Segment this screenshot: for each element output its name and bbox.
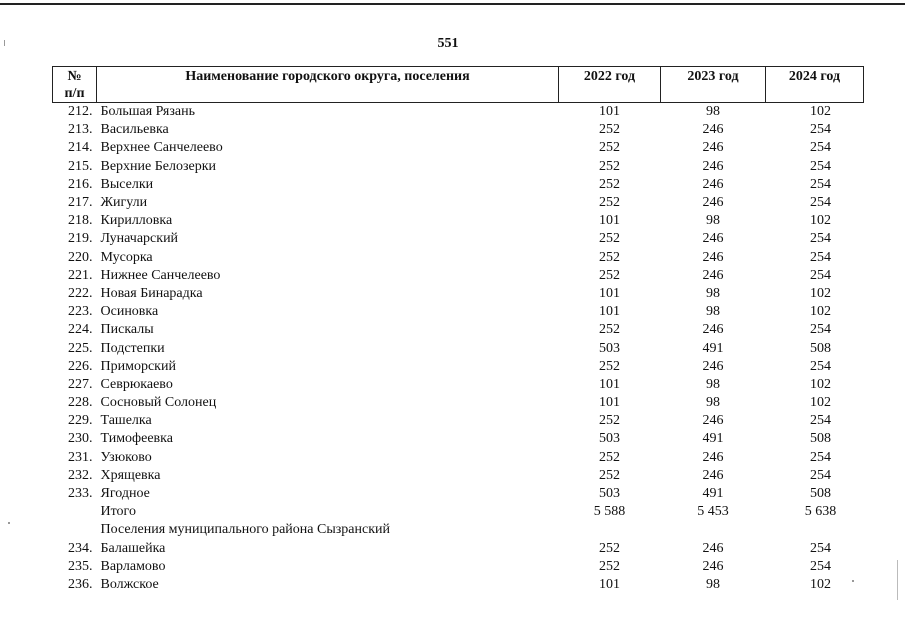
scan-speck [4, 40, 5, 46]
row-number-cell: 231. [68, 449, 93, 465]
table-row [53, 449, 864, 467]
table-row [53, 303, 864, 321]
settlement-name-cell: Ягодное [100, 486, 150, 502]
value-2022-cell: 252 [599, 122, 620, 138]
value-2023-cell: 98 [706, 576, 720, 592]
settlement-name-cell: Кирилловка [100, 213, 173, 229]
table-row [53, 358, 864, 376]
value-2022-cell: 101 [599, 395, 620, 411]
value-2024-cell: 254 [810, 413, 831, 429]
value-2023-cell: 98 [706, 376, 720, 392]
value-2023-cell: 246 [702, 122, 724, 138]
value-2022-cell: 252 [599, 249, 620, 265]
value-2023-cell: 246 [702, 540, 724, 556]
settlement-name-cell: Нижнее Санчелеево [100, 267, 221, 283]
value-2022-cell: 503 [599, 431, 620, 447]
settlement-name-cell: Сосновый Солонец [100, 395, 217, 411]
table-body [53, 103, 864, 595]
table-row [53, 230, 864, 248]
value-2023-cell: 246 [702, 322, 724, 338]
settlement-name-cell: Васильевка [100, 122, 169, 138]
settlement-name-cell: Итого [100, 504, 136, 520]
settlement-name-cell: Севрюкаево [100, 376, 173, 392]
row-number-cell: 214. [68, 140, 93, 156]
value-2022-cell: 101 [599, 285, 620, 301]
value-2023-cell: 246 [702, 358, 724, 374]
table-row [53, 121, 864, 139]
page-top-rule [0, 3, 905, 5]
settlement-name-cell: Узюково [100, 449, 152, 465]
value-2022-cell: 252 [599, 540, 620, 556]
table-row [53, 267, 864, 285]
row-number-cell [53, 521, 97, 539]
value-2023-cell: 246 [702, 249, 724, 265]
row-number-cell: 213. [68, 122, 93, 138]
table-row [53, 394, 864, 412]
value-2023-cell: 98 [706, 285, 720, 301]
value-2023-cell: 246 [702, 231, 724, 247]
value-2022-cell: 101 [599, 304, 620, 320]
row-number-cell: 221. [68, 267, 93, 283]
header-year-2022: 2022 год [559, 67, 661, 103]
settlement-name-cell: Выселки [100, 176, 154, 192]
value-2024-cell: 254 [810, 558, 831, 574]
value-2024-cell: 5 638 [804, 504, 837, 520]
row-number-cell: 219. [68, 231, 93, 247]
value-2024-cell: 254 [810, 195, 831, 211]
row-number-cell: 236. [68, 576, 93, 592]
value-2024-cell: 102 [810, 285, 831, 301]
value-2023-cell: 98 [706, 213, 720, 229]
settlement-name-cell: Подстепки [100, 340, 165, 356]
scan-speck [897, 560, 898, 600]
page-number: 551 [437, 36, 459, 51]
table-row [53, 139, 864, 157]
value-2023-cell: 491 [702, 431, 724, 447]
table-row [53, 212, 864, 230]
row-number-cell [53, 503, 97, 521]
scan-speck [852, 580, 854, 582]
table-row [53, 158, 864, 176]
value-2022-cell: 252 [599, 413, 620, 429]
value-2022-cell: 252 [599, 195, 620, 211]
allocation-table [52, 66, 864, 594]
row-number-cell: 220. [68, 249, 93, 265]
value-2023-cell: 246 [702, 267, 724, 283]
value-2022-cell: 252 [599, 358, 620, 374]
table-row [53, 249, 864, 267]
value-2023-cell: 246 [702, 558, 724, 574]
value-2023-cell: 491 [702, 340, 724, 356]
value-2024-cell: 102 [810, 104, 831, 120]
table-row [53, 485, 864, 503]
value-2024-cell: 254 [810, 249, 831, 265]
value-2024-cell: 254 [810, 176, 831, 192]
table-row [53, 430, 864, 448]
header-year-2024: 2024 год [766, 67, 864, 103]
row-number-cell: 212. [68, 104, 93, 120]
value-2024-cell: 254 [810, 322, 831, 338]
table-header-row [53, 67, 864, 103]
table-row [53, 285, 864, 303]
row-number-cell: 234. [68, 540, 93, 556]
table-row [53, 339, 864, 357]
value-2023-cell: 491 [702, 486, 724, 502]
table-row [53, 321, 864, 339]
value-2024-cell: 254 [810, 140, 831, 156]
value-2024-cell: 254 [810, 122, 831, 138]
value-2023-cell: 246 [702, 467, 724, 483]
settlement-name-cell: Варламово [100, 558, 166, 574]
value-2023-cell: 246 [702, 176, 724, 192]
table-row [53, 576, 864, 594]
value-2023-cell: 246 [702, 195, 724, 211]
value-2023-cell: 98 [706, 104, 720, 120]
value-2022-cell [559, 521, 661, 539]
scan-speck [8, 522, 10, 524]
value-2024-cell: 254 [810, 358, 831, 374]
row-number-cell: 233. [68, 486, 93, 502]
value-2022-cell: 101 [599, 576, 620, 592]
value-2022-cell: 101 [599, 213, 620, 229]
table-row [53, 176, 864, 194]
value-2022-cell: 252 [599, 176, 620, 192]
value-2024-cell: 254 [810, 158, 831, 174]
value-2023-cell: 246 [702, 413, 724, 429]
table-row [53, 558, 864, 576]
value-2022-cell: 101 [599, 376, 620, 392]
settlement-name-cell: Приморский [100, 358, 176, 374]
value-2023-cell: 5 453 [697, 504, 729, 520]
row-number-cell: 223. [68, 304, 93, 320]
table-row [53, 412, 864, 430]
value-2024-cell: 254 [810, 467, 831, 483]
settlement-name-cell: Верхнее Санчелеево [100, 140, 223, 156]
header-name: Наименование городского округа, поселения [97, 67, 559, 103]
row-number-cell: 232. [68, 467, 93, 483]
value-2023-cell [661, 521, 766, 539]
row-number-cell: 222. [68, 285, 93, 301]
value-2023-cell: 98 [706, 395, 720, 411]
value-2022-cell: 252 [599, 322, 620, 338]
value-2022-cell: 503 [599, 486, 620, 502]
value-2024-cell: 102 [810, 213, 831, 229]
row-number-cell: 235. [68, 558, 93, 574]
header-number-sign: № [67, 69, 82, 84]
value-2024-cell: 102 [810, 376, 831, 392]
header-number [53, 67, 97, 103]
settlement-name-cell: Мусорка [100, 249, 153, 265]
value-2024-cell: 254 [810, 267, 831, 283]
value-2024-cell: 254 [810, 540, 831, 556]
row-number-cell: 227. [68, 376, 93, 392]
value-2023-cell: 246 [702, 158, 724, 174]
settlement-name-cell: Луначарский [100, 231, 179, 247]
table-row [53, 521, 864, 539]
value-2023-cell: 246 [702, 140, 724, 156]
value-2024-cell [766, 521, 864, 539]
value-2022-cell: 252 [599, 467, 620, 483]
settlement-name-cell: Волжское [100, 576, 159, 592]
row-number-cell: 225. [68, 340, 93, 356]
table-row [53, 503, 864, 521]
settlement-name-cell: Ташелка [100, 413, 152, 429]
value-2022-cell: 252 [599, 158, 620, 174]
value-2022-cell: 5 588 [593, 504, 626, 520]
row-number-cell: 217. [68, 195, 93, 211]
settlement-name-cell: Новая Бинарадка [100, 285, 203, 301]
row-number-cell: 216. [68, 176, 93, 192]
row-number-cell: 229. [68, 413, 93, 429]
value-2022-cell: 252 [599, 449, 620, 465]
value-2023-cell: 98 [706, 304, 720, 320]
value-2024-cell: 102 [810, 576, 831, 592]
table-row [53, 540, 864, 558]
value-2022-cell: 252 [599, 558, 620, 574]
settlement-name-cell: Верхние Белозерки [100, 158, 217, 174]
value-2022-cell: 101 [599, 104, 620, 120]
row-number-cell: 230. [68, 431, 93, 447]
settlement-name-cell: Осиновка [100, 304, 159, 320]
settlement-name-cell: Большая Рязань [100, 104, 195, 120]
value-2024-cell: 102 [810, 395, 831, 411]
header-number-sub: п/п [64, 86, 85, 101]
table-row [53, 103, 864, 122]
value-2024-cell: 508 [810, 431, 831, 447]
row-number-cell: 215. [68, 158, 93, 174]
row-number-cell: 226. [68, 358, 93, 374]
header-year-2023: 2023 год [661, 67, 766, 103]
value-2024-cell: 102 [810, 304, 831, 320]
settlement-name-cell: Тимофеевка [100, 431, 173, 447]
settlement-name-cell: Поселения муниципального района Сызранский [100, 522, 390, 538]
settlement-name-cell: Жигули [100, 195, 148, 211]
value-2024-cell: 508 [810, 340, 831, 356]
settlement-name-cell: Хрящевка [100, 467, 161, 483]
settlement-name-cell: Балашейка [100, 540, 166, 556]
value-2022-cell: 503 [599, 340, 620, 356]
row-number-cell: 218. [68, 213, 93, 229]
value-2022-cell: 252 [599, 267, 620, 283]
value-2022-cell: 252 [599, 140, 620, 156]
row-number-cell: 228. [68, 395, 93, 411]
value-2024-cell: 254 [810, 449, 831, 465]
table-header [53, 67, 864, 103]
table-row [53, 376, 864, 394]
table-row [53, 467, 864, 485]
value-2024-cell: 254 [810, 231, 831, 247]
row-number-cell: 224. [68, 322, 93, 338]
value-2024-cell: 508 [810, 486, 831, 502]
settlement-name-cell: Пискалы [100, 322, 154, 338]
table-row [53, 194, 864, 212]
value-2022-cell: 252 [599, 231, 620, 247]
value-2023-cell: 246 [702, 449, 724, 465]
